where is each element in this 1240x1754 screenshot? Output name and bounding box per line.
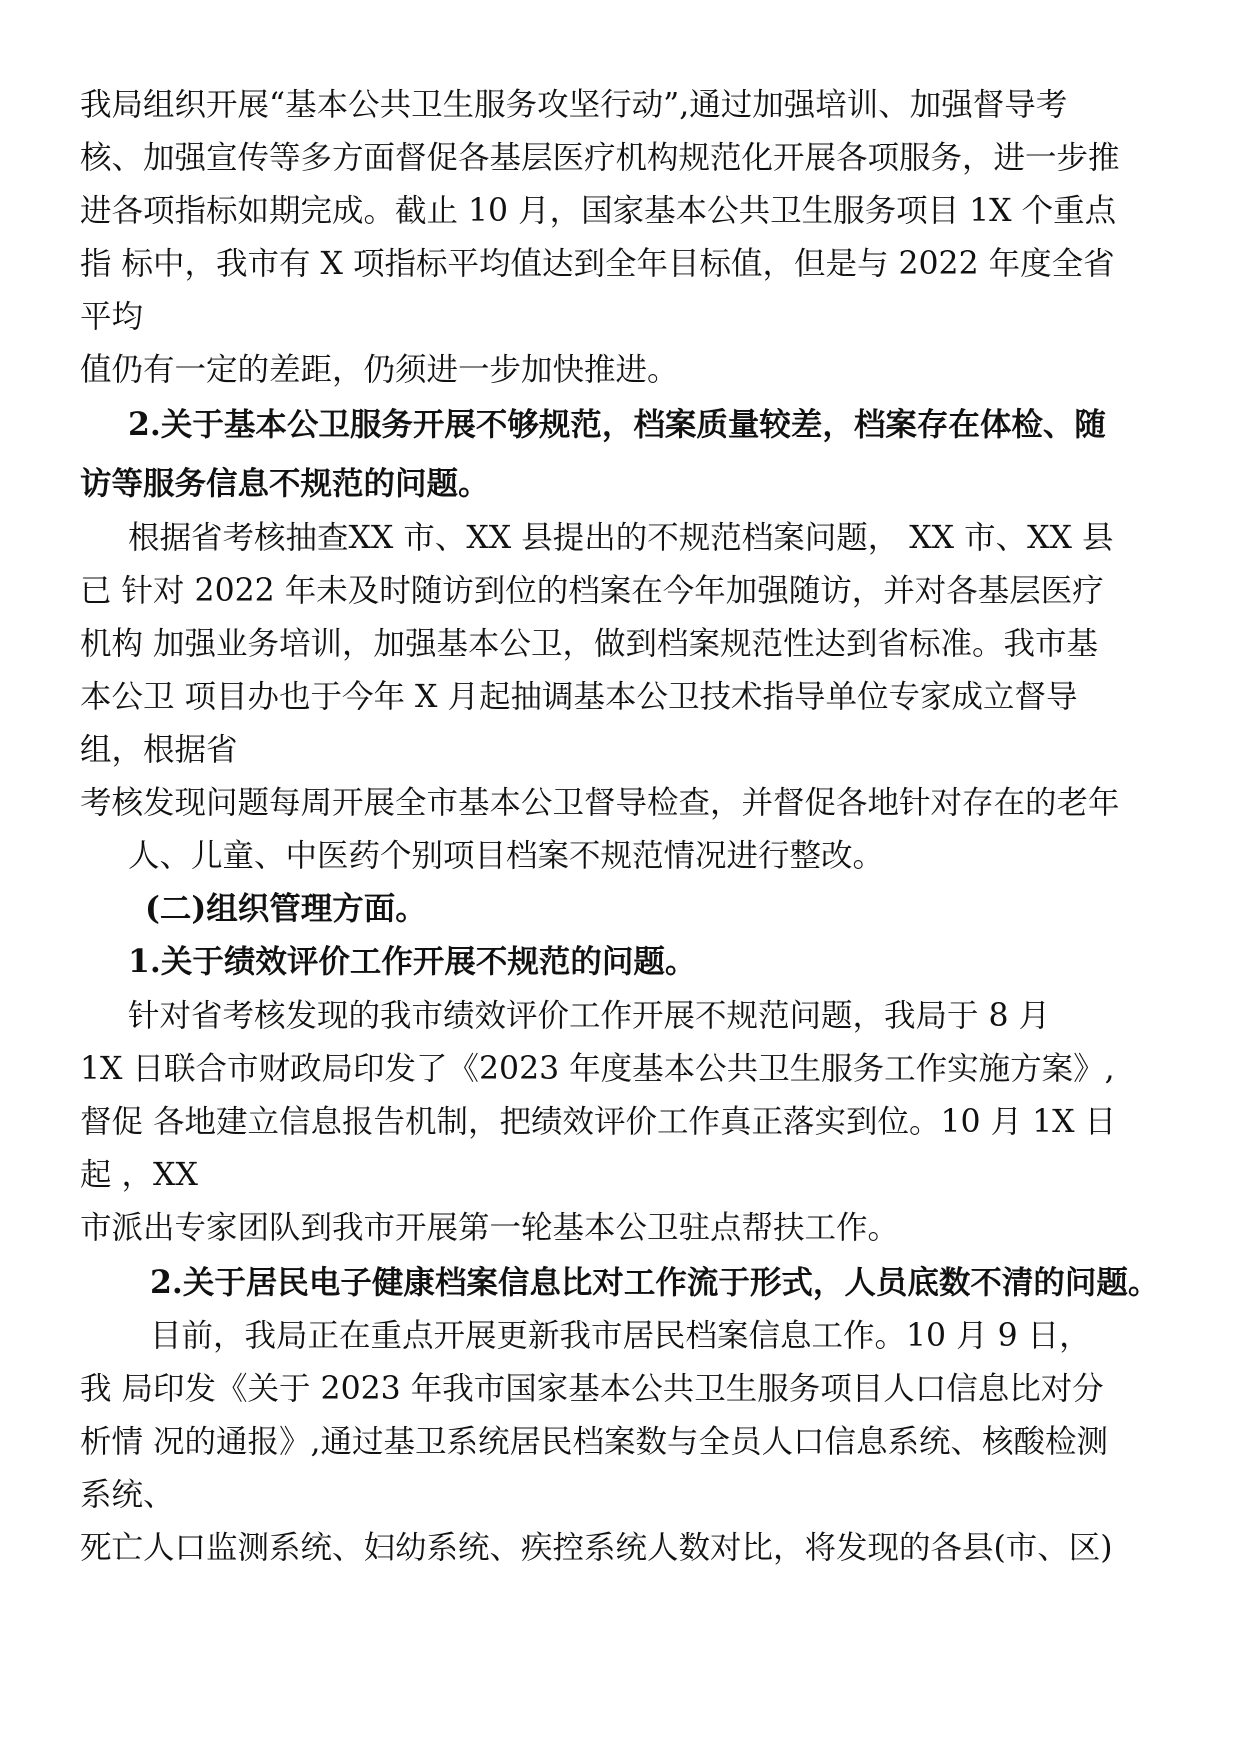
- body-text-line: 1X 日联合市财政局印发了《2023 年度基本公共卫生服务工作实施方案》,: [80, 1051, 1115, 1087]
- body-text-line: 值仍有一定的差距，仍须进一步加快推进。: [80, 352, 679, 388]
- section-heading: 2.关于居民电子健康档案信息比对工作流于形式，人员底数不清的问题。: [150, 1264, 1160, 1301]
- body-text-line: 已 针对 2022 年未及时随访到位的档案在今年加强随访，并对各基层医疗: [80, 573, 1104, 609]
- body-text-line: 督促 各地建立信息报告机制，把绩效评价工作真正落实到位。10 月 1X 日: [80, 1104, 1117, 1140]
- body-text-line: 目前，我局正在重点开展更新我市居民档案信息工作。10 月 9 日，: [150, 1318, 1091, 1354]
- body-text-line: 系统、: [80, 1477, 175, 1513]
- body-text-line: 人、儿童、中医药个别项目档案不规范情况进行整改。: [128, 838, 885, 874]
- body-text-line: 根据省考核抽查XX 市、XX 县提出的不规范档案问题， XX 市、XX 县: [128, 520, 1114, 556]
- section-heading: (二)组织管理方面。: [145, 890, 427, 927]
- body-text-line: 起 ，XX: [80, 1157, 198, 1193]
- body-text-line: 我局组织开展“基本公共卫生服务攻坚行动”,通过加强培训、加强督导考: [80, 87, 1068, 123]
- body-text-line: 进各项指标如期完成。截止 10 月，国家基本公共卫生服务项目 1X 个重点: [80, 193, 1117, 229]
- body-text-line: 我 局印发《关于 2023 年我市国家基本公共卫生服务项目人口信息比对分: [80, 1371, 1104, 1407]
- section-heading: 2.关于基本公卫服务开展不够规范，档案质量较差，档案存在体检、随: [128, 406, 1106, 443]
- body-text-line: 指 标中，我市有 X 项指标平均值达到全年目标值，但是与 2022 年度全省: [80, 246, 1115, 282]
- body-text-line: 针对省考核发现的我市绩效评价工作开展不规范问题，我局于 8 月: [128, 998, 1051, 1034]
- body-text-line: 析情 况的通报》,通过基卫系统居民档案数与全员人口信息系统、核酸检测: [80, 1424, 1109, 1460]
- body-text-line: 死亡人口监测系统、妇幼系统、疾控系统人数对比，将发现的各县(市、区): [80, 1530, 1113, 1566]
- body-text-line: 本公卫 项目办也于今年 X 月起抽调基本公卫技术指导单位专家成立督导: [80, 679, 1078, 715]
- section-heading: 1.关于绩效评价工作开展不规范的问题。: [128, 943, 697, 980]
- body-text-line: 机构 加强业务培训，加强基本公卫，做到档案规范性达到省标准。我市基: [80, 626, 1099, 662]
- body-text-line: 核、加强宣传等多方面督促各基层医疗机构规范化开展各项服务，进一步推: [80, 140, 1120, 176]
- body-text-line: 平均: [80, 299, 144, 335]
- body-text-line: 组，根据省: [80, 732, 238, 768]
- section-heading: 访等服务信息不规范的问题。: [80, 465, 490, 502]
- body-text-line: 市派出专家团队到我市开展第一轮基本公卫驻点帮扶工作。: [80, 1210, 900, 1246]
- body-text-line: 考核发现问题每周开展全市基本公卫督导检查，并督促各地针对存在的老年: [80, 785, 1120, 821]
